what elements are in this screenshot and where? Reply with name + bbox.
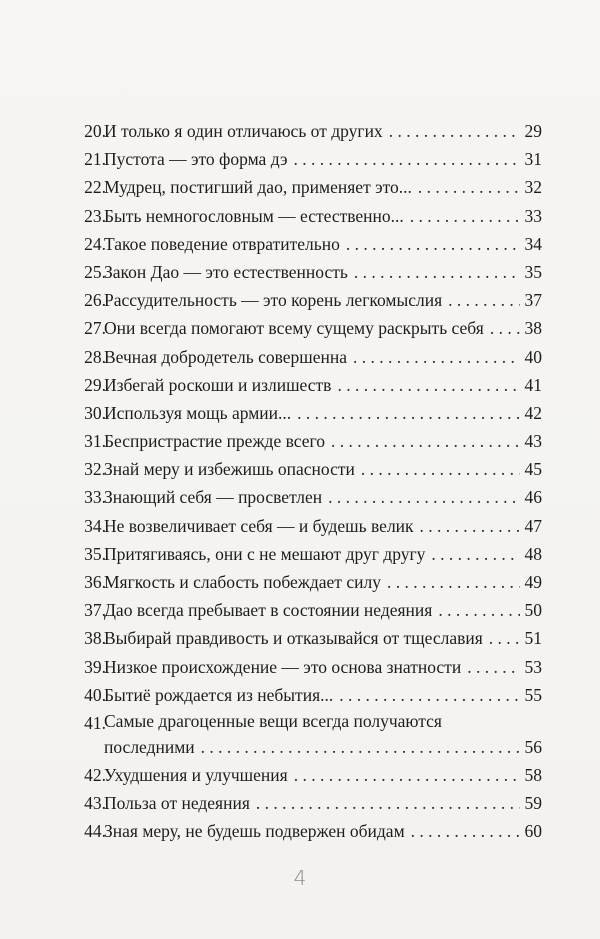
dot-leader: [297, 399, 520, 427]
chapter-number: 34.: [84, 515, 106, 536]
chapter-title: И только я один отличаюсь от других: [104, 121, 383, 141]
page-number: 34: [524, 233, 542, 254]
chapter-title: Быть немногословным — естественно...: [104, 205, 404, 226]
chapter-title: Рассудительность — это корень легкомыслия: [104, 290, 443, 311]
dot-leader: [354, 258, 520, 286]
toc-entry: [80, 286, 542, 314]
chapter-title: Самые драгоценные вещи всегда получаются: [104, 710, 442, 731]
chapter-number: 31.: [84, 431, 106, 452]
dot-leader: [389, 117, 520, 145]
chapter-title: Такое поведение отвратительно: [104, 233, 340, 254]
dot-leader: [431, 540, 520, 568]
chapter-title: Притягиваясь, они с не мешают друг другу: [104, 543, 426, 564]
dot-leader: [339, 681, 520, 709]
toc-entry: [80, 343, 542, 371]
page-number: 55: [524, 684, 542, 705]
toc-entry: [80, 145, 542, 173]
toc-entry: [80, 709, 542, 761]
toc-entry: [80, 399, 542, 427]
folio-page-number: 4: [293, 866, 307, 890]
chapter-number: 43.: [84, 793, 106, 814]
chapter-number: 21.: [84, 149, 106, 170]
chapter-number: 24.: [84, 233, 106, 254]
toc-entry: [80, 258, 542, 286]
chapter-number: 44.: [84, 821, 106, 842]
dot-leader: [346, 230, 520, 258]
toc-entry: [80, 789, 542, 817]
chapter-number: 30.: [84, 402, 106, 423]
chapter-number: 42.: [84, 764, 106, 785]
dot-leader: [387, 568, 520, 596]
page-number: 29: [524, 121, 542, 141]
chapter-title: Закон Дао — это естественность: [104, 261, 348, 282]
chapter-title: Зная меру, не будешь подвержен обидам: [104, 821, 405, 842]
toc-entry: [80, 512, 542, 540]
table-of-contents: [80, 117, 542, 846]
page-number: 40: [524, 346, 542, 367]
chapter-number: 28.: [84, 346, 106, 367]
chapter-title: Пустота — это форма дэ: [104, 149, 288, 170]
toc-entry: [80, 455, 542, 483]
page-number: 47: [524, 515, 542, 536]
page-number: 48: [524, 543, 542, 564]
chapter-number: 27.: [84, 318, 106, 339]
chapter-number: 26.: [84, 290, 106, 311]
toc-entry: [80, 371, 542, 399]
chapter-title: Избегай роскоши и излишеств: [104, 374, 332, 395]
chapter-title: Беспристрастие прежде всего: [104, 431, 325, 452]
page-number: 42: [524, 402, 542, 423]
chapter-title: Дао всегда пребывает в состоянии недеяния: [104, 600, 433, 621]
dot-leader: [418, 173, 520, 201]
chapter-number: 20.: [84, 121, 106, 141]
toc-entry: [80, 624, 542, 652]
page-number: 59: [524, 793, 542, 814]
chapter-number: 36.: [84, 572, 106, 592]
page-number: 43: [524, 431, 542, 452]
page-number: 46: [524, 487, 542, 508]
page-number: 37: [524, 290, 542, 311]
chapter-title: Ухудшения и улучшения: [104, 764, 288, 785]
toc-entry: [80, 653, 542, 681]
toc-entry: [80, 427, 542, 455]
toc-entry: [80, 761, 542, 789]
chapter-title: Выбирай правдивость и отказывайся от тщеславия: [104, 628, 483, 649]
page-number: 32: [524, 177, 542, 198]
toc-entry: [80, 817, 542, 845]
chapter-number: 40.: [84, 684, 106, 705]
page-number: 31: [524, 149, 542, 170]
chapter-title: Бытиё рождается из небытия...: [104, 684, 334, 705]
toc-entry: [80, 202, 542, 230]
toc-entry: [80, 681, 542, 709]
dot-leader: [331, 427, 520, 455]
dot-leader: [294, 761, 520, 789]
chapter-number: 39.: [84, 656, 106, 677]
chapter-title-continued: последними: [104, 736, 195, 757]
dot-leader: [448, 286, 520, 314]
dot-leader: [256, 789, 520, 817]
chapter-number: 29.: [84, 374, 106, 395]
dot-leader: [438, 596, 520, 624]
page-number: 38: [524, 318, 542, 339]
chapter-title: Мудрец, постигший дао, применяет это...: [104, 177, 412, 198]
dot-leader: [353, 343, 520, 371]
chapter-title: Знай меру и избежишь опасности: [104, 459, 355, 480]
toc-entry: [80, 230, 542, 258]
page-number: 33: [524, 205, 542, 226]
dot-leader: [489, 624, 520, 652]
page-number: 53: [524, 656, 542, 677]
toc-entry: [80, 117, 542, 145]
page-number: 49: [524, 572, 542, 592]
chapter-number: 35.: [84, 543, 106, 564]
dot-leader: [420, 512, 520, 540]
chapter-title: Вечная добродетель совершенна: [104, 346, 348, 367]
chapter-number: 38.: [84, 628, 106, 649]
chapter-number: 23.: [84, 205, 106, 226]
chapter-number: 25.: [84, 261, 106, 282]
chapter-title: Польза от недеяния: [104, 793, 250, 814]
toc-entry: [80, 314, 542, 342]
dot-leader: [410, 202, 520, 230]
page-number: 41: [524, 374, 542, 395]
page-number: 45: [524, 459, 542, 480]
page-number: 51: [524, 628, 542, 649]
chapter-title: Мягкость и слабость побеждает силу: [104, 572, 381, 592]
page-number: 35: [524, 261, 542, 282]
toc-entry: [80, 173, 542, 201]
toc-entry: [80, 568, 542, 596]
toc-entry: [80, 540, 542, 568]
dot-leader: [337, 371, 520, 399]
chapter-number: 41.: [84, 712, 106, 733]
dot-leader: [467, 653, 520, 681]
dot-leader: [490, 314, 520, 342]
chapter-title: Используя мощь армии...: [104, 402, 292, 423]
toc-entry: [80, 483, 542, 511]
page-number: 58: [524, 764, 542, 785]
dot-leader: [361, 455, 520, 483]
chapter-number: 33.: [84, 487, 106, 508]
dot-leader: [201, 733, 520, 761]
chapter-number: 32.: [84, 459, 106, 480]
chapter-title: Низкое происхождение — это основа знатности: [104, 656, 462, 677]
dot-leader: [328, 483, 520, 511]
dot-leader: [294, 145, 520, 173]
page-number: 56: [524, 736, 542, 757]
chapter-title: Не возвеличивает себя — и будешь велик: [104, 515, 414, 536]
chapter-title: Они всегда помогают всему сущему раскрыть себя: [104, 318, 484, 339]
page-number: 60: [524, 821, 542, 842]
chapter-number: 37.: [84, 600, 106, 621]
chapter-number: 22.: [84, 177, 106, 198]
page-number: 50: [524, 600, 542, 621]
toc-entry: [80, 596, 542, 624]
chapter-title: Знающий себя — просветлен: [104, 487, 323, 508]
dot-leader: [411, 817, 520, 845]
